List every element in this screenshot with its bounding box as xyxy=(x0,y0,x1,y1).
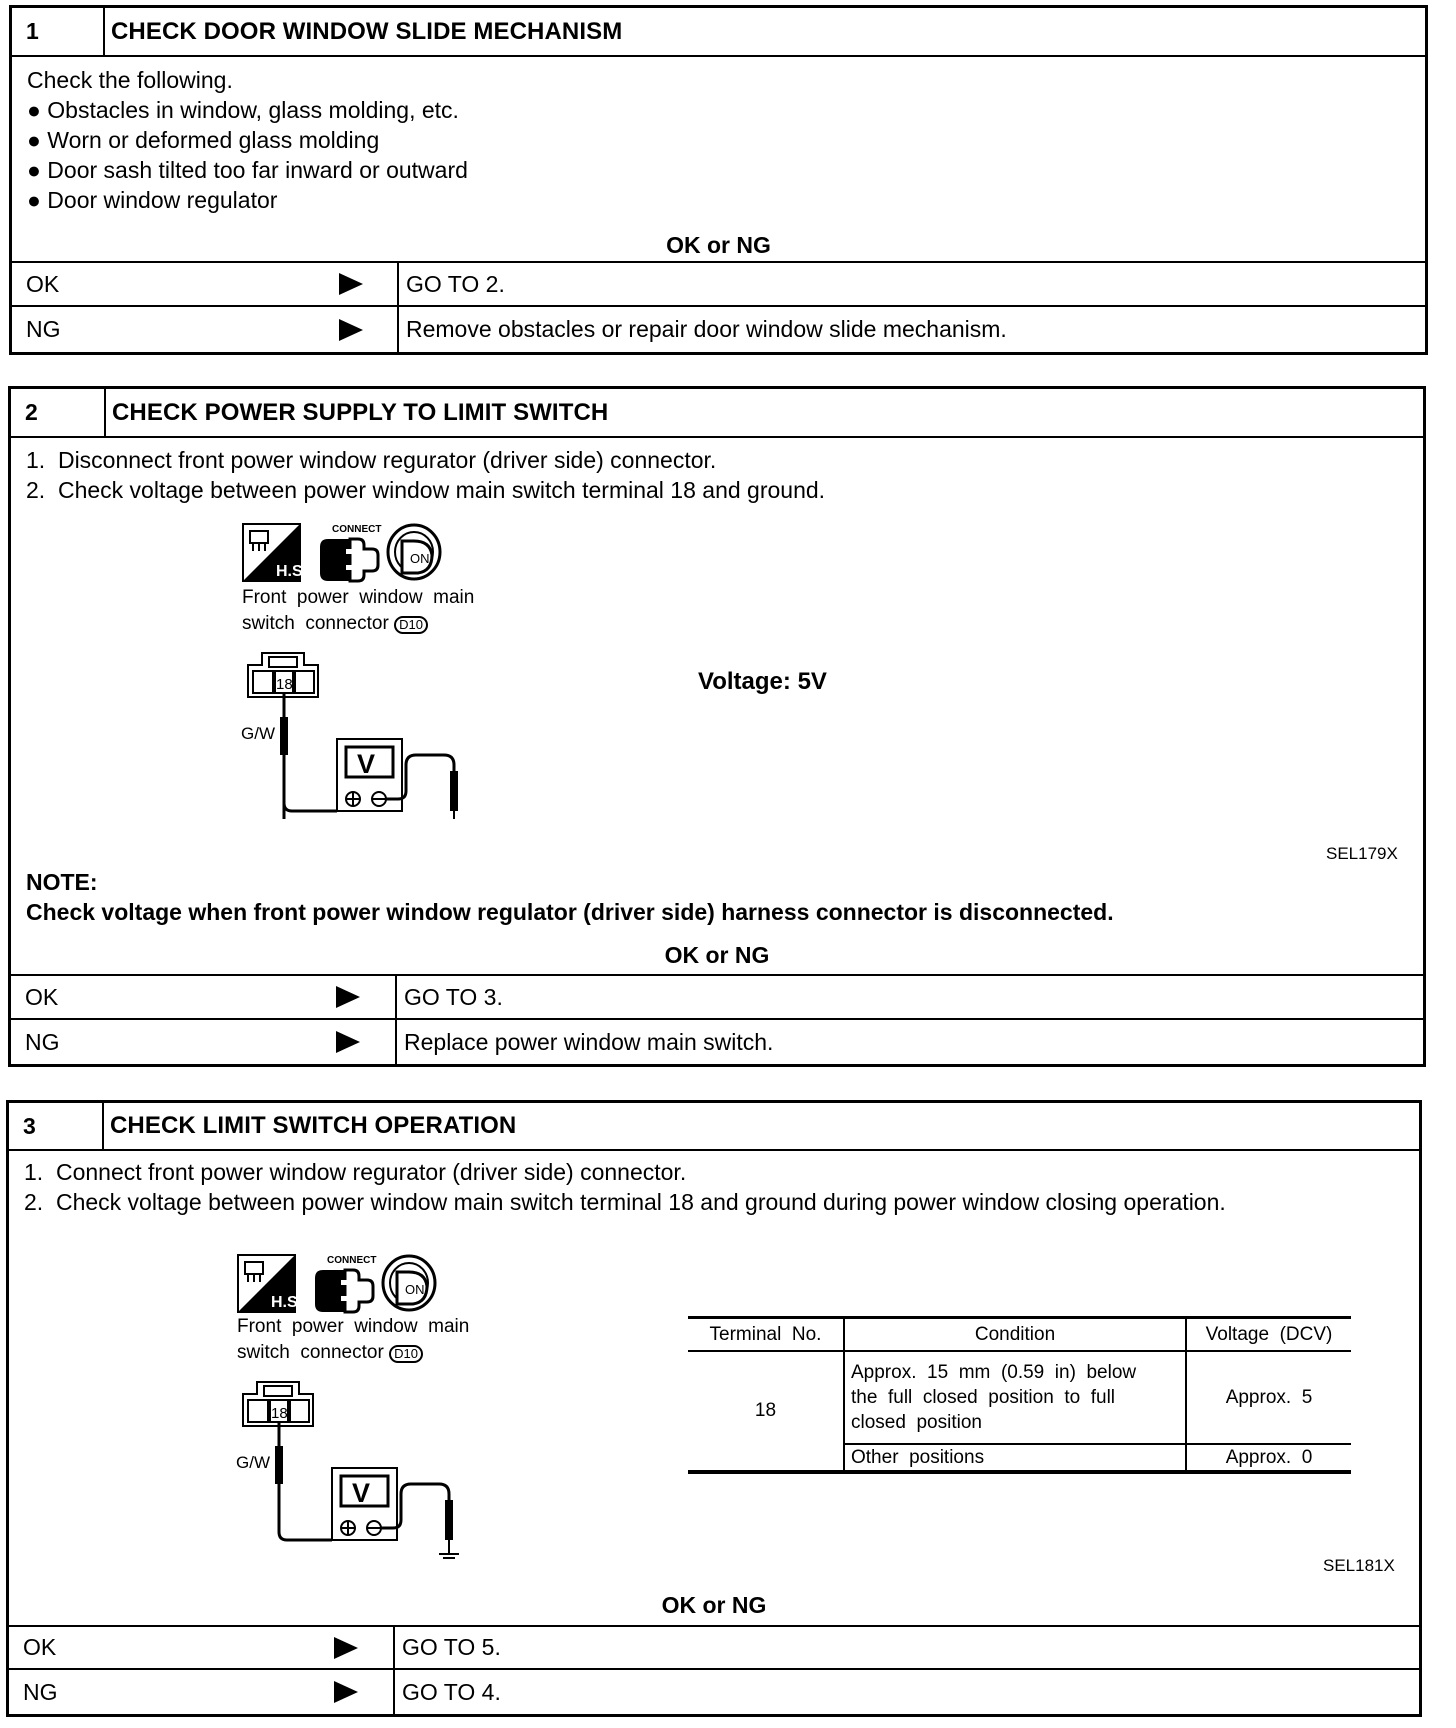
result-heading: OK or NG xyxy=(661,1592,767,1618)
note-label: NOTE: xyxy=(26,869,98,895)
list-item: ● Door sash tilted too far inward or outward xyxy=(27,157,468,183)
column-header: Condition xyxy=(844,1318,1186,1352)
voltage-spec: Voltage: 5V xyxy=(698,668,827,695)
list-item: ● Worn or deformed glass molding xyxy=(27,127,380,153)
arrow-right-icon xyxy=(336,1031,360,1053)
list-item: ● Door window regulator xyxy=(27,187,278,213)
svg-text:V: V xyxy=(352,1478,371,1508)
figure-code: SEL179X xyxy=(1326,844,1398,863)
step-3-header xyxy=(9,1103,1419,1151)
result-heading: OK or NG xyxy=(666,232,771,258)
voltage-cell: Approx. 0 xyxy=(1186,1444,1351,1472)
connector-id-badge: D10 xyxy=(394,616,428,634)
note-text: Check voltage when front power window regulator (driver side) harness connector is disconnected. xyxy=(26,899,1114,925)
result-label: OK xyxy=(25,983,59,1010)
connector-d10-icon xyxy=(248,653,318,697)
bullet-icon: ● xyxy=(27,127,48,153)
bullet-icon: ● xyxy=(27,187,48,213)
result-row-ok[interactable] xyxy=(9,1625,1419,1668)
result-row-ok[interactable] xyxy=(12,261,1425,305)
step-3-box xyxy=(6,1100,1422,1717)
step-2-header xyxy=(11,389,1423,438)
svg-text:G/W: G/W xyxy=(236,1453,270,1472)
step-intro: Check the following. xyxy=(27,67,233,93)
svg-text:V: V xyxy=(357,749,376,779)
step-title: CHECK DOOR WINDOW SLIDE MECHANISM xyxy=(111,17,623,45)
connector-caption: Front power window main switch connector D10 xyxy=(242,587,475,634)
probe-icon xyxy=(445,1500,453,1540)
connector-d10-icon xyxy=(243,1382,313,1426)
svg-text:H.S.: H.S. xyxy=(276,563,308,580)
condition-cell: Other positions xyxy=(844,1444,1186,1472)
column-header: Terminal No. xyxy=(688,1318,844,1352)
result-action: Remove obstacles or repair door window slide mechanism. xyxy=(406,316,1007,342)
bullet-icon: ● xyxy=(27,97,48,123)
list-item: ● Obstacles in window, glass molding, etc. xyxy=(27,97,459,123)
connect-icon xyxy=(320,524,381,581)
result-label: NG xyxy=(26,316,61,342)
probe-icon xyxy=(450,771,458,811)
table-row xyxy=(688,1351,1351,1444)
voltmeter-diagram-svg xyxy=(236,519,526,819)
ground-icon xyxy=(439,1554,459,1558)
instruction-2: 2. Check voltage between power window main switch terminal 18 and ground during power window closing operation. xyxy=(24,1189,1226,1215)
column-divider xyxy=(395,976,397,1018)
svg-text:G/W: G/W xyxy=(241,724,275,743)
column-header: Voltage (DCV) xyxy=(1186,1318,1351,1352)
terminal-cell: 18 xyxy=(754,1400,777,1421)
result-label: NG xyxy=(23,1678,58,1705)
instruction-1: 1. Disconnect front power window regurator (driver side) connector. xyxy=(26,447,717,473)
result-action: Replace power window main switch. xyxy=(404,1028,774,1055)
voltage-cell: Approx. 5 xyxy=(1186,1351,1351,1444)
bullet-icon: ● xyxy=(27,157,48,183)
result-row-ng[interactable] xyxy=(11,1018,1423,1064)
result-action[interactable]: GO TO 3. xyxy=(404,983,503,1010)
probe-icon xyxy=(280,717,288,755)
instruction-2: 2. Check voltage between power window main switch terminal 18 and ground. xyxy=(26,477,826,503)
arrow-right-icon xyxy=(334,1637,358,1659)
column-divider xyxy=(395,1020,397,1064)
result-label: OK xyxy=(23,1634,57,1660)
instruction-1: 1. Connect front power window regurator (driver side) connector. xyxy=(24,1159,687,1185)
condition-cell: Approx. 15 mm (0.59 in) below the full closed position to full closed position xyxy=(844,1351,1186,1444)
column-divider xyxy=(397,263,399,305)
connector-caption: Front power window main switch connector D10 xyxy=(237,1316,470,1363)
step-number: 3 xyxy=(9,1103,104,1149)
svg-text:ON: ON xyxy=(405,1282,425,1297)
connect-icon xyxy=(315,1255,376,1312)
ignition-on-icon xyxy=(388,525,440,579)
svg-text:CONNECT: CONNECT xyxy=(327,1255,377,1266)
step-1-header xyxy=(12,8,1425,57)
measurement-diagram xyxy=(236,519,526,819)
voltmeter-diagram-svg xyxy=(231,1250,521,1560)
step-2-box xyxy=(8,386,1426,1067)
probe-icon xyxy=(275,1446,283,1484)
step-1-box xyxy=(9,5,1428,355)
svg-text:18: 18 xyxy=(276,676,293,693)
ignition-on-icon xyxy=(383,1256,435,1310)
result-heading: OK or NG xyxy=(664,942,770,968)
step-number: 2 xyxy=(11,389,106,436)
result-row-ng[interactable] xyxy=(12,305,1425,352)
svg-text:H.S.: H.S. xyxy=(271,1294,303,1311)
result-label: OK xyxy=(26,270,60,297)
svg-text:ON: ON xyxy=(410,551,430,566)
arrow-right-icon xyxy=(334,1681,358,1703)
result-action[interactable]: GO TO 5. xyxy=(402,1634,501,1660)
result-action[interactable]: GO TO 2. xyxy=(406,270,505,297)
harness-side-icon xyxy=(243,524,307,581)
step-title: CHECK POWER SUPPLY TO LIMIT SWITCH xyxy=(112,398,609,426)
step-title: CHECK LIMIT SWITCH OPERATION xyxy=(110,1112,517,1139)
result-row-ng[interactable] xyxy=(9,1668,1419,1714)
result-action[interactable]: GO TO 4. xyxy=(402,1678,501,1705)
step-number: 1 xyxy=(12,8,105,55)
column-divider xyxy=(393,1670,395,1714)
voltage-spec-table xyxy=(688,1316,1351,1474)
measurement-diagram xyxy=(231,1250,521,1560)
harness-side-icon xyxy=(238,1255,302,1312)
arrow-right-icon xyxy=(336,986,360,1008)
connector-id-badge: D10 xyxy=(389,1345,423,1363)
svg-text:18: 18 xyxy=(271,1405,288,1422)
result-row-ok[interactable] xyxy=(11,974,1423,1018)
figure-code: SEL181X xyxy=(1323,1556,1395,1575)
result-label: NG xyxy=(25,1028,60,1055)
arrow-right-icon xyxy=(339,273,363,295)
arrow-right-icon xyxy=(339,319,363,341)
column-divider xyxy=(397,307,399,352)
table-header-row xyxy=(688,1318,1351,1352)
column-divider xyxy=(393,1627,395,1668)
svg-text:CONNECT: CONNECT xyxy=(332,524,382,535)
